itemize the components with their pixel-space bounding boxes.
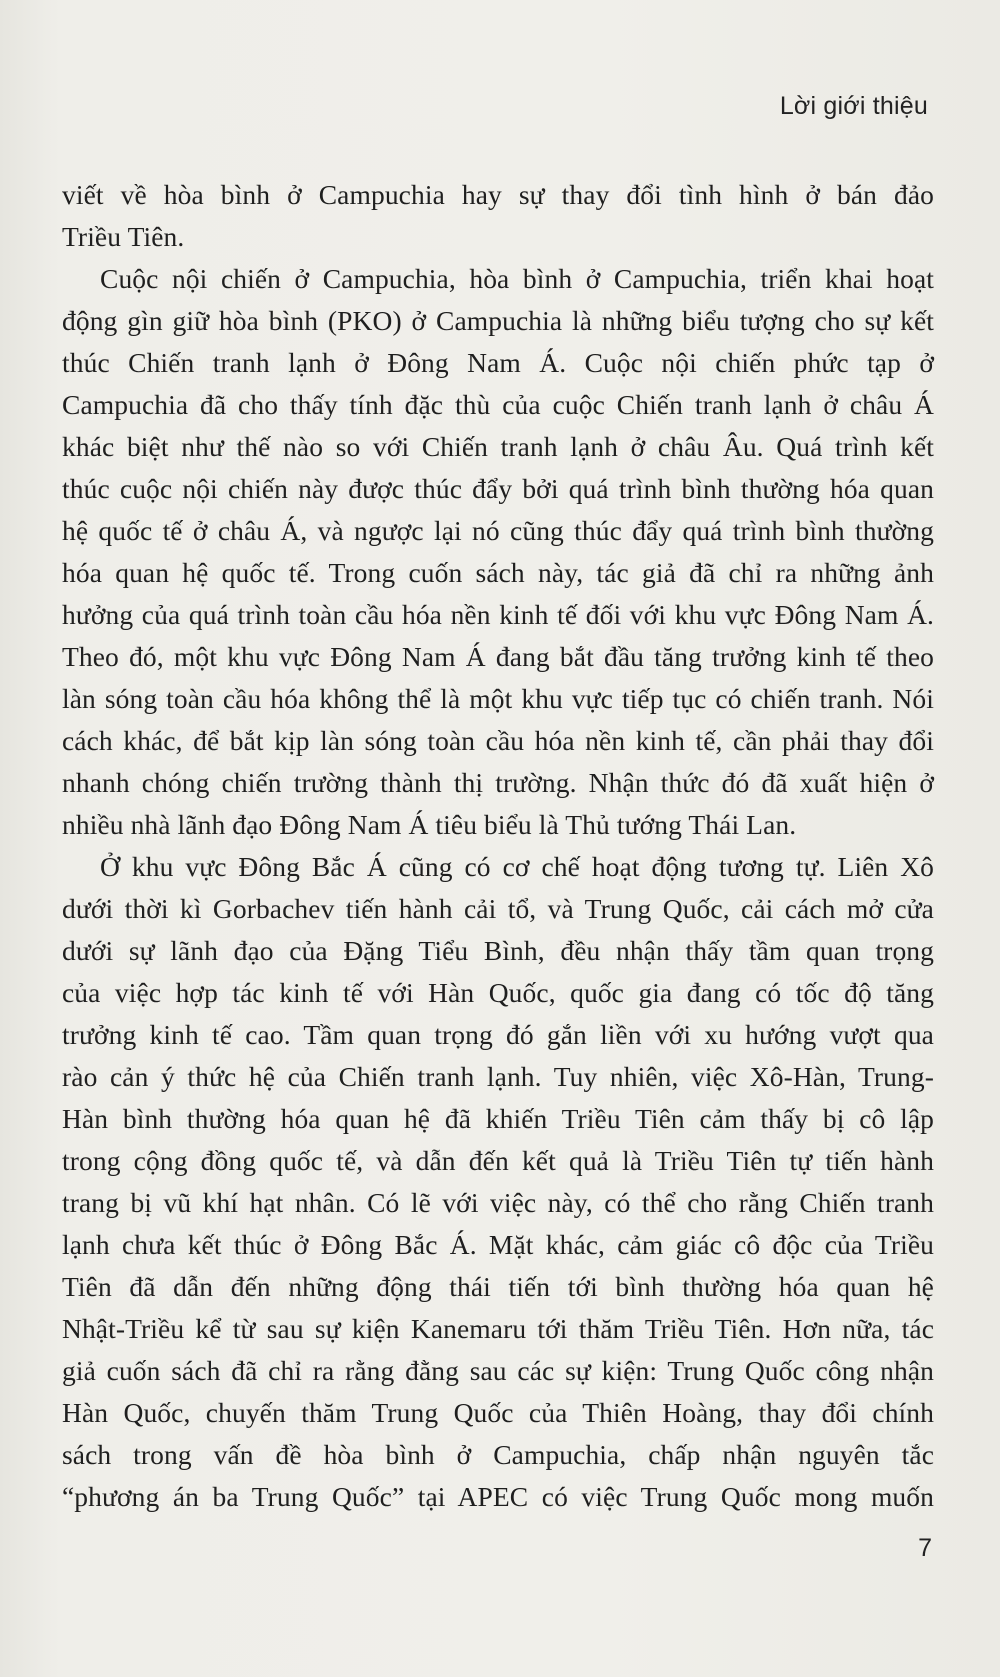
text-line: nhanh chóng chiến trường thành thị trường. Nhận thức đó đã xuất hiện ở	[62, 767, 934, 798]
text-line: Ở khu vực Đông Bắc Á cũng có cơ chế hoạt động tương tự. Liên Xô	[100, 851, 934, 882]
text-line: trưởng kinh tế cao. Tầm quan trọng đó gắn liền với xu hướng vượt qua	[62, 1019, 934, 1050]
text-line: giả cuốn sách đã chỉ ra rằng đằng sau các sự kiện: Trung Quốc công nhận	[62, 1355, 934, 1386]
text-line: lạnh chưa kết thúc ở Đông Bắc Á. Mặt khác, cảm giác cô độc của Triều	[62, 1229, 934, 1260]
running-header: Lời giới thiệu	[779, 92, 928, 120]
text-line: Theo đó, một khu vực Đông Nam Á đang bắt đầu tăng trưởng kinh tế theo	[62, 641, 934, 672]
text-line: Hàn bình thường hóa quan hệ đã khiến Triều Tiên cảm thấy bị cô lập	[62, 1103, 934, 1134]
text-line: dưới sự lãnh đạo của Đặng Tiểu Bình, đều nhận thấy tầm quan trọng	[62, 935, 934, 966]
text-line: khác biệt như thế nào so với Chiến tranh lạnh ở châu Âu. Quá trình kết	[62, 431, 934, 462]
text-line: sách trong vấn đề hòa bình ở Campuchia, chấp nhận nguyên tắc	[62, 1439, 934, 1470]
text-line: Tiên đã dẫn đến những động thái tiến tới bình thường hóa quan hệ	[62, 1271, 934, 1302]
page-number: 7	[918, 1534, 932, 1562]
text-line: hưởng của quá trình toàn cầu hóa nền kinh tế đối với khu vực Đông Nam Á.	[62, 599, 934, 630]
text-line: thúc cuộc nội chiến này được thúc đẩy bởi quá trình bình thường hóa quan	[62, 473, 934, 504]
text-line: Nhật-Triều kể từ sau sự kiện Kanemaru tới thăm Triều Tiên. Hơn nữa, tác	[62, 1313, 934, 1344]
text-line: Triều Tiên.	[62, 221, 185, 252]
text-line: của việc hợp tác kinh tế với Hàn Quốc, quốc gia đang có tốc độ tăng	[62, 977, 934, 1008]
body-text	[62, 174, 934, 1518]
text-line: viết về hòa bình ở Campuchia hay sự thay đổi tình hình ở bán đảo	[62, 179, 934, 210]
text-line: rào cản ý thức hệ của Chiến tranh lạnh. Tuy nhiên, việc Xô-Hàn, Trung-	[62, 1061, 934, 1092]
text-line: hóa quan hệ quốc tế. Trong cuốn sách này, tác giả đã chỉ ra những ảnh	[62, 557, 934, 588]
text-line: động gìn giữ hòa bình (PKO) ở Campuchia là những biểu tượng cho sự kết	[62, 305, 934, 336]
text-line: trang bị vũ khí hạt nhân. Có lẽ với việc này, có thể cho rằng Chiến tranh	[62, 1187, 934, 1218]
text-line: làn sóng toàn cầu hóa không thể là một khu vực tiếp tục có chiến tranh. Nói	[62, 683, 934, 714]
text-line: cách khác, để bắt kịp làn sóng toàn cầu hóa nền kinh tế, cần phải thay đổi	[62, 725, 934, 756]
text-line: Hàn Quốc, chuyến thăm Trung Quốc của Thiên Hoàng, thay đổi chính	[62, 1397, 934, 1428]
text-line: Cuộc nội chiến ở Campuchia, hòa bình ở Campuchia, triển khai hoạt	[100, 263, 934, 294]
text-line: “phương án ba Trung Quốc” tại APEC có việc Trung Quốc mong muốn	[62, 1481, 934, 1512]
text-line: dưới thời kì Gorbachev tiến hành cải tổ, và Trung Quốc, cải cách mở cửa	[62, 893, 934, 924]
text-line: nhiều nhà lãnh đạo Đông Nam Á tiêu biểu là Thủ tướng Thái Lan.	[62, 809, 797, 840]
text-line: hệ quốc tế ở châu Á, và ngược lại nó cũng thúc đẩy quá trình bình thường	[62, 515, 934, 546]
text-line: trong cộng đồng quốc tế, và dẫn đến kết quả là Triều Tiên tự tiến hành	[62, 1145, 934, 1176]
text-line: thúc Chiến tranh lạnh ở Đông Nam Á. Cuộc nội chiến phức tạp ở	[62, 347, 934, 378]
text-line: Campuchia đã cho thấy tính đặc thù của cuộc Chiến tranh lạnh ở châu Á	[62, 389, 934, 420]
